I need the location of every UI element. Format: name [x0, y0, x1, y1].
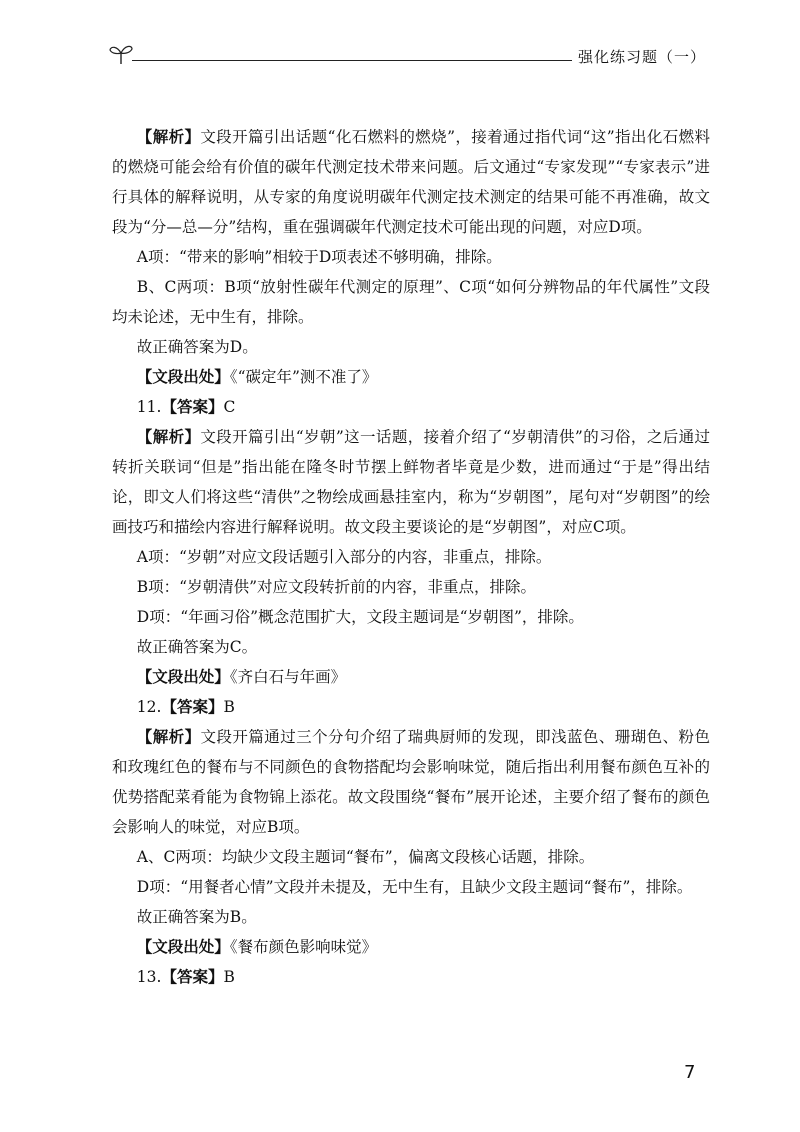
source-tag: 【文段出处】 [136, 668, 230, 686]
q12-source [112, 932, 710, 962]
q10-answer-line: 故正确答案为D。 [136, 338, 258, 356]
page-number: 7 [684, 1062, 696, 1083]
q10-source [112, 362, 710, 392]
q13-answer [112, 962, 710, 992]
page-content [112, 122, 710, 992]
analysis-tag: 【解析】 [136, 128, 201, 146]
q10-analysis [112, 122, 710, 242]
q11-option-b: B项：“岁朝清供”对应文段转折前的内容，非重点，排除。 [136, 578, 537, 596]
answer-tag: 【答案】 [161, 398, 224, 416]
q12-option-ac: A、C两项：均缺少文段主题词“餐布”，偏离文段核心话题，排除。 [136, 848, 595, 866]
q11-answer [112, 392, 710, 422]
analysis-text: 文段开篇引出话题“化石燃料的燃烧”，接着通过指代词“这”指出化石燃料的燃烧可能会给有价值的碳年代测定技术带来问题。后文通过“专家发现”“专家表示”进行具体的解释说明，从专家的角度说明碳年代测定技术测定的结果可能不再准确，故文段为“分—总—分”结构，重在强调碳年代测定技术可能出现的问题，对应D项。 [112, 128, 710, 236]
analysis-tag: 【解析】 [136, 728, 201, 746]
source-tag: 【文段出处】 [136, 938, 230, 956]
question-number: 13. [136, 968, 162, 986]
q10-option-a: A项：“带来的影响”相较于D项表述不够明确，排除。 [136, 248, 502, 266]
question-number: 12. [136, 698, 162, 716]
q11-option-a: A项：“岁朝”对应文段话题引入部分的内容，非重点，排除。 [136, 548, 552, 566]
analysis-text: 文段开篇通过三个分句介绍了瑞典厨师的发现，即浅蓝色、珊瑚色、粉色和玫瑰红色的餐布与不同颜色的食物搭配均会影响味觉，随后指出利用餐布颜色互补的优势搭配菜肴能为食物锦上添花。故文段围绕“餐布”展开论述，主要介绍了餐布的颜色会影响人的味觉，对应B项。 [112, 728, 710, 836]
q11-source [112, 662, 710, 692]
q12-analysis [112, 722, 710, 842]
answer-value: B [223, 968, 235, 986]
sprout-icon [108, 42, 134, 66]
q11-answer-line: 故正确答案为C。 [136, 638, 258, 656]
answer-value: B [223, 698, 235, 716]
source-text: 《餐布颜色影响味觉》 [229, 938, 378, 956]
header-title: 强化练习题（一） [578, 48, 707, 66]
source-text: 《“碳定年”测不准了》 [229, 368, 378, 386]
answer-tag: 【答案】 [161, 968, 224, 986]
source-text: 《齐白石与年画》 [229, 668, 347, 686]
answer-tag: 【答案】 [161, 698, 224, 716]
question-number: 11. [136, 398, 162, 416]
q11-option-d: D项：“年画习俗”概念范围扩大，文段主题词是“岁朝图”，排除。 [136, 608, 584, 626]
q11-analysis [112, 422, 710, 542]
header-rule [132, 60, 572, 61]
page-header [108, 40, 718, 80]
q12-option-d: D项：“用餐者心情”文段并未提及，无中生有，且缺少文段主题词“餐布”，排除。 [136, 878, 693, 896]
source-tag: 【文段出处】 [136, 368, 230, 386]
q10-option-bc: B、C两项：B项“放射性碳年代测定的原理”、C项“如何分辨物品的年代属性”文段均未论述，无中生有，排除。 [112, 278, 710, 326]
analysis-tag: 【解析】 [136, 428, 201, 446]
q12-answer [112, 692, 710, 722]
answer-value: C [223, 398, 236, 416]
analysis-text: 文段开篇引出“岁朝”这一话题，接着介绍了“岁朝清供”的习俗，之后通过转折关联词“但是”指出能在隆冬时节摆上鲜物者毕竟是少数，进而通过“于是”得出结论，即文人们将这些“清供”之物绘成画悬挂室内，称为“岁朝图”，尾句对“岁朝图”的绘画技巧和描绘内容进行解释说明。故文段主要谈论的是“岁朝图”，对应C项。 [112, 428, 710, 536]
q12-answer-line: 故正确答案为B。 [136, 908, 257, 926]
